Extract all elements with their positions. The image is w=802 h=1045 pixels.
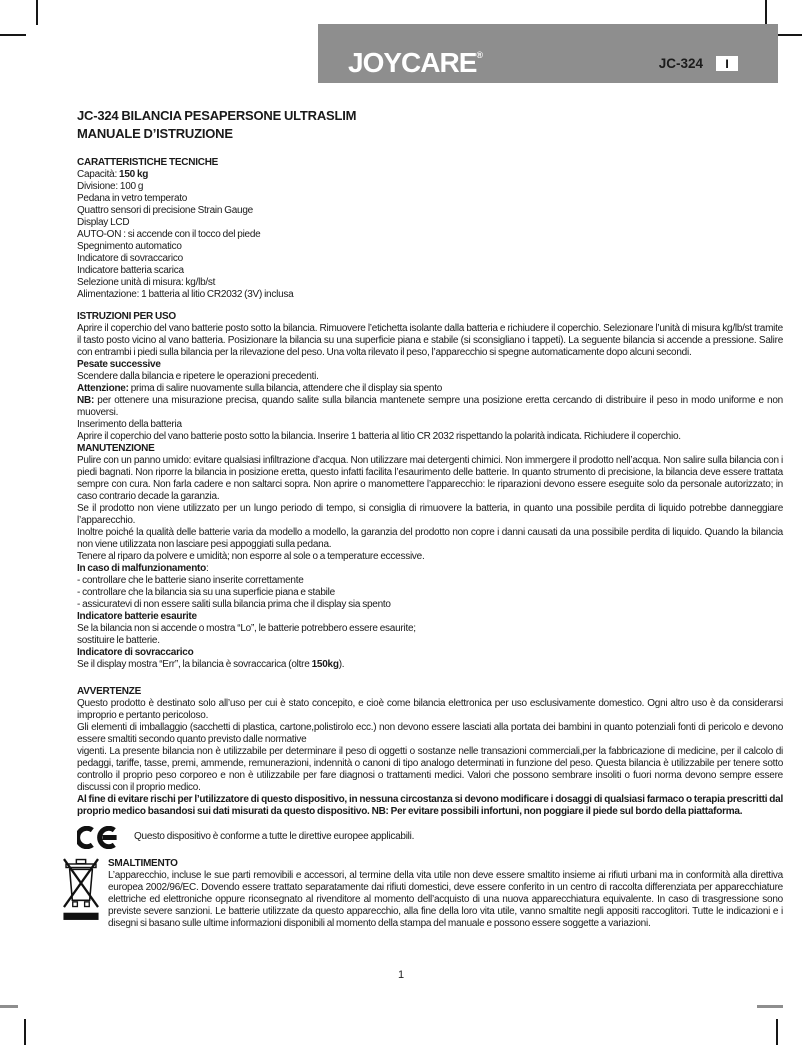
- brand-logo: JOYCARE®: [348, 47, 484, 78]
- page-title-line1: JC-324 BILANCIA PESAPERSONE ULTRASLIM: [77, 108, 357, 123]
- section: [77, 157, 783, 301]
- paragraph: Indicatore batteria scarica: [77, 265, 184, 276]
- paragraph: Aprire il coperchio del vano batterie posto sotto la bilancia. Rimuovere l’etichetta isolante dalla batteria e richiudere il coperchio. Selezionare l’unità di misura kg/lb/st tramite il tasto posto vicino al vano batteria. Posizionare la bilancia su una superficie piana e stabile (si sconsigliano i tappeti). La seguente bilancia si accende a pressione. Salire con entrambi i piedi sulla bilancia per la rilevazione del peso. Una volta rilevato il peso, l’apparecchio si spegne automaticamente dopo alcuni secondi.: [77, 323, 783, 358]
- disposal-body: L’apparecchio, incluse le sue parti removibili e accessori, al termine della vita utile non deve essere smaltito insieme ai rifiuti urbani ma in conformità alla direttiva europea 2002/96/EC. Dovendo essere trattato separatamente dai rifiuti domestici, deve essere conferito in un centro di raccolta differenziata per apparecchiature elettriche ed elettroniche oppure riconsegnato al rivenditore al momento dell’acquisto di una nuova apparecchiatura equivalente. In caso di trasgressione sono previste severe sanzioni. Le batterie utilizzate da questo apparecchio, alla fine della loro vita utile, vanno smaltite negli appositi raccoglitori. Tutte le indicazioni e i disegni si basano sulle ultime informazioni disponibili al momento della stampa del manuale e possono essere soggette a variazioni.: [108, 870, 783, 929]
- section-heading: MANUTENZIONE: [77, 443, 155, 454]
- page-number: 1: [397, 969, 405, 981]
- language-badge: [716, 56, 738, 71]
- paragraph: Se la bilancia non si accende o mostra “Lo”, le batterie potrebbero essere esaurite;: [77, 623, 416, 634]
- paragraph: Aprire il coperchio del vano batterie posto sotto la bilancia. Inserire 1 batteria al litio CR 2032 rispettando la polarità indicata. Richiudere il coperchio.: [77, 431, 681, 442]
- paragraph: - controllare che la bilancia sia su una superficie piana e stabile: [77, 587, 335, 598]
- paragraph: Questo prodotto è destinato solo all’uso per cui è stato concepito, e cioè come bilancia elettronica per uso esclusivamente domestico. Ogni altro uso è da considerarsi improprio e pertanto pericoloso.: [77, 698, 783, 721]
- weee-crossed-out-bin-icon: [63, 858, 99, 922]
- header-bar: [318, 24, 778, 83]
- paragraph: Indicatore di sovraccarico: [77, 647, 194, 658]
- paragraph: Scendere dalla bilancia e ripetere le operazioni precedenti.: [77, 371, 319, 382]
- ce-conformity-row: [77, 825, 783, 849]
- section-heading: AVVERTENZE: [77, 686, 141, 697]
- crop-mark-top-left-vertical: [36, 0, 38, 25]
- paragraph: Pulire con un panno umido: evitare qualsiasi infiltrazione d’acqua. Non utilizzare mai detergenti chimici. Non immergere il prodotto nell’acqua. Non salire sulla bilancia con i piedi bagnati. Non riporre la bilancia in posizione eretta, questo infatti facilita l’esaurimento delle batterie. In quanto strumento di precisione, la bilancia deve essere trattata sempre con cura. Non farla cadere e non saltarci sopra. Non aprire o manomettere l’apparecchio: le riparazioni devono essere eseguite solo da personale autorizzato; in caso contrario decade la garanzia.: [77, 455, 783, 502]
- section: [77, 686, 783, 818]
- disposal-section: [77, 858, 783, 930]
- paragraph: Attenzione: prima di salire nuovamente sulla bilancia, attendere che il display sia spento: [77, 383, 443, 394]
- crop-mark-bottom-left-gray: [0, 1005, 18, 1008]
- paragraph: Capacità: 150 kg: [77, 169, 149, 180]
- document-content: [77, 107, 783, 930]
- paragraph: sostituire le batterie.: [77, 635, 160, 646]
- page-title-line2: MANUALE D’ISTRUZIONE: [77, 125, 233, 141]
- paragraph: Display LCD: [77, 217, 130, 228]
- ce-conformity-text: Questo dispositivo è conforme a tutte le direttive europee applicabili.: [134, 831, 415, 842]
- paragraph: Pedana in vetro temperato: [77, 193, 188, 204]
- paragraph: Al fine di evitare rischi per l’utilizzatore di questo dispositivo, in nessuna circostanza si devono modificare i dosaggi di qualsiasi farmaco o terapia prescritti dal proprio medico basandosi sui dati misurati da questo dispositivo. NB: Per evitare possibili infortuni, non poggiare il piede sul bordo della piattaforma.: [77, 794, 783, 817]
- crop-mark-top-right-horizontal: [776, 34, 802, 36]
- paragraph: AUTO-ON : si accende con il tocco del piede: [77, 229, 261, 240]
- section: [77, 443, 783, 671]
- crop-mark-bottom-right-vertical: [776, 1019, 778, 1045]
- page-title: [77, 107, 783, 142]
- paragraph: Inoltre poiché la qualità delle batterie varia da modello a modello, la garanzia del prodotto non copre i danni causati da una possibile perdita di liquido. Quando la bilancia non viene utilizzata non lasciare pesi appoggiati sulla pedana.: [77, 527, 783, 550]
- paragraph: Se il display mostra “Err”, la bilancia è sovraccarica (oltre 150kg).: [77, 659, 345, 670]
- paragraph: Se il prodotto non viene utilizzato per un lungo periodo di tempo, si consiglia di rimuovere la batteria, in quanto una possibile perdita di liquido potrebbe danneggiare l’apparecchio.: [77, 503, 783, 526]
- model-label: JC-324: [658, 56, 703, 71]
- header-right-group: [659, 56, 738, 71]
- paragraph: vigenti. La presente bilancia non è utilizzabile per determinare il peso di oggetti o sostanze nelle transazioni commerciali,per la fabbricazione di medicine, per il calcolo di pedaggi, tariffe, tasse, premi, ammende, remunerazioni, indennità o canoni di tipo analogo determinati in funzione del peso. Questa bilancia è utilizzabile per tenere sotto controllo il proprio peso corporeo e non è utilizzabile per fare diagnosi o trattamenti medici. Valori che possono sembrare insoliti o fuori norma devono sempre essere discussi con il proprio medico.: [77, 746, 783, 793]
- paragraph: Tenere al riparo da polvere e umidità; non esporre al sole o a temperature eccessive.: [77, 551, 425, 562]
- section: [77, 311, 783, 443]
- paragraph: - assicuratevi di non essere saliti sulla bilancia prima che il display sia spento: [77, 599, 391, 610]
- language-badge-letter: I: [725, 56, 729, 71]
- paragraph: Inserimento della batteria: [77, 419, 182, 430]
- sections: [77, 157, 783, 818]
- crop-mark-bottom-right-gray: [757, 1005, 783, 1008]
- crop-mark-bottom-left-vertical: [24, 1019, 26, 1045]
- paragraph: Divisione: 100 g: [77, 181, 144, 192]
- section-heading: CARATTERISTICHE TECNICHE: [77, 157, 219, 168]
- disposal-heading: SMALTIMENTO: [108, 858, 178, 869]
- registered-trademark-symbol: ®: [476, 50, 484, 60]
- paragraph: Spegnimento automatico: [77, 241, 182, 252]
- paragraph: Alimentazione: 1 batteria al litio CR2032 (3V) inclusa: [77, 289, 294, 300]
- paragraph: - controllare che le batterie siano inserite correttamente: [77, 575, 304, 586]
- paragraph: Gli elementi di imballaggio (sacchetti di plastica, cartone,polistirolo ecc.) non devono essere lasciati alla portata dei bambini in quanto potenziali fonti di pericolo e devono essere smaltiti secondo quanto previsto dalle normative: [77, 722, 783, 745]
- ce-mark-icon: [77, 826, 121, 849]
- paragraph: Quattro sensori di precisione Strain Gauge: [77, 205, 253, 216]
- paragraph: Indicatore batterie esaurite: [77, 611, 197, 622]
- paragraph: Selezione unità di misura: kg/lb/st: [77, 277, 216, 288]
- crop-mark-top-left-horizontal: [0, 34, 26, 36]
- paragraph: Indicatore di sovraccarico: [77, 253, 183, 264]
- paragraph: In caso di malfunzionamento:: [77, 563, 209, 574]
- paragraph: NB: per ottenere una misurazione precisa, quando salite sulla bilancia mantenete sempre una posizione eretta cercando di distribuire il peso in modo uniforme e non muoversi.: [77, 395, 783, 418]
- paragraph: Pesate successive: [77, 359, 161, 370]
- crop-mark-top-right-vertical: [765, 0, 767, 25]
- section-heading: ISTRUZIONI PER USO: [77, 311, 176, 322]
